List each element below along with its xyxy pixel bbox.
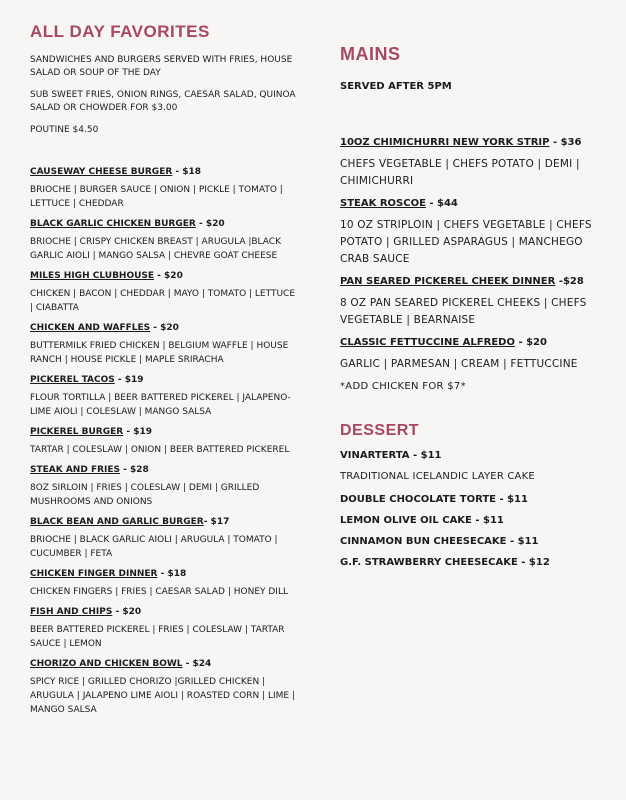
item-price: - $18: [172, 167, 202, 177]
item-title: [30, 569, 300, 579]
menu-item: [30, 569, 300, 599]
main-item: [340, 137, 610, 190]
item-name: STEAK ROSCOE: [340, 198, 426, 209]
item-title: [30, 219, 300, 229]
item-description: FLOUR TORTILLA | BEER BATTERED PICKEREL | JALAPENO-LIME AIOLI | COLESLAW | MANGO SALSA: [30, 393, 291, 417]
item-title: [30, 167, 300, 177]
item-title: [340, 137, 610, 148]
item-name: CLASSIC FETTUCCINE ALFREDO: [340, 337, 515, 348]
item-name: CHICKEN AND WAFFLES: [30, 323, 151, 333]
item-price: - $19: [123, 427, 152, 437]
all-day-column: [30, 0, 300, 725]
menu-item: [30, 659, 300, 717]
main-item: [340, 276, 610, 329]
item-title: [30, 375, 300, 385]
item-price: - $28: [120, 465, 149, 475]
mains-heading: MAINS: [340, 44, 401, 64]
item-price: - $20: [514, 337, 547, 348]
item-description: CHICKEN | BACON | CHEDDAR | MAYO | TOMATO | LETTUCE | CIABATTA: [30, 289, 295, 313]
intro-poutine: POUTINE $4.50: [30, 125, 99, 135]
menu-item: [30, 271, 300, 315]
item-title: [30, 427, 300, 437]
item-name: PICKEREL BURGER: [30, 427, 124, 437]
item-title: [30, 465, 300, 475]
menu-item: [30, 607, 300, 651]
item-description: BRIOCHE | CRISPY CHICKEN BREAST | ARUGULA |BLACK GARLIC AIOLI | MANGO SALSA | CHEVRE GOAT CHEESE: [30, 237, 281, 261]
intro-substitutions: SUB SWEET FRIES, ONION RINGS, CAESAR SALAD, QUINOA SALAD OR CHOWDER FOR $3.00: [30, 90, 296, 113]
item-title: [30, 607, 300, 617]
item-title: [340, 276, 610, 287]
item-name: MILES HIGH CLUBHOUSE: [30, 271, 155, 281]
item-name: BLACK BEAN AND GARLIC BURGER: [30, 517, 204, 527]
item-price: - $19: [114, 375, 144, 385]
item-name: PICKEREL TACOS: [30, 375, 115, 385]
main-item: [340, 337, 610, 373]
item-description: BUTTERMILK FRIED CHICKEN | BELGIUM WAFFLE | HOUSE RANCH | HOUSE PICKLE | MAPLE SRIRACHA: [30, 341, 289, 365]
item-name: CHICKEN FINGER DINNER: [30, 569, 158, 579]
item-name: BLACK GARLIC CHICKEN BURGER: [30, 219, 196, 229]
menu-item: [30, 375, 300, 419]
item-title: [340, 198, 610, 209]
menu-item: [30, 323, 300, 367]
menu-item: [30, 465, 300, 509]
item-name: FISH AND CHIPS: [30, 607, 113, 617]
item-name: CAUSEWAY CHEESE BURGER: [30, 167, 173, 177]
item-price: - $20: [112, 607, 142, 617]
item-price: - $18: [157, 569, 187, 579]
item-description: TARTAR | COLESLAW | ONION | BEER BATTERED PICKEREL: [30, 445, 290, 455]
menu-item: [30, 167, 300, 211]
item-description: CHICKEN FINGERS | FRIES | CAESAR SALAD | HONEY DILL: [30, 587, 288, 597]
item-price: - $17: [203, 517, 230, 527]
item-price: - $20: [154, 271, 183, 281]
dessert-lemon-cake: LEMON OLIVE OIL CAKE - $11: [340, 515, 504, 526]
menu-item: [30, 427, 300, 457]
item-price: -$28: [555, 276, 584, 287]
dessert-heading: DESSERT: [340, 422, 420, 439]
item-title: [30, 659, 300, 669]
item-description: CHEFS VEGETABLE | CHEFS POTATO | DEMI | CHIMICHURRI: [340, 158, 580, 187]
dessert-vinarterta-description: TRADITIONAL ICELANDIC LAYER CAKE: [340, 471, 535, 482]
item-title: [30, 517, 300, 527]
item-title: [340, 337, 610, 348]
item-description: 10 OZ STRIPLOIN | CHEFS VEGETABLE | CHEFS POTATO | GRILLED ASPARAGUS | MANCHEGO CRAB SAUCE: [340, 219, 592, 265]
item-price: - $36: [549, 137, 582, 148]
item-price: - $24: [182, 659, 212, 669]
item-description: 8 OZ PAN SEARED PICKEREL CHEEKS | CHEFS VEGETABLE | BEARNAISE: [340, 297, 587, 326]
item-title: [30, 323, 300, 333]
intro-sides: SANDWICHES AND BURGERS SERVED WITH FRIES, HOUSE SALAD OR SOUP OF THE DAY: [30, 55, 293, 78]
menu-item: [30, 517, 300, 561]
dessert-chocolate-torte: DOUBLE CHOCOLATE TORTE - $11: [340, 494, 528, 505]
served-note: SERVED AFTER 5PM: [340, 81, 452, 92]
item-price: - $20: [195, 219, 225, 229]
item-name: STEAK AND FRIES: [30, 465, 120, 475]
item-description: BRIOCHE | BLACK GARLIC AIOLI | ARUGULA | TOMATO | CUCUMBER | FETA: [30, 535, 278, 559]
add-chicken-note: *ADD CHICKEN FOR $7*: [340, 381, 466, 392]
dessert-strawberry-cheesecake: G.F. STRAWBERRY CHEESECAKE - $12: [340, 557, 550, 568]
item-name: 10OZ CHIMICHURRI NEW YORK STRIP: [340, 137, 550, 148]
item-price: - $44: [425, 198, 458, 209]
item-description: SPICY RICE | GRILLED CHORIZO |GRILLED CHICKEN | ARUGULA | JALAPENO LIME AIOLI | ROASTED CORN | LIME | MANGO SALSA: [30, 677, 295, 715]
dessert-cinnamon-cheesecake: CINNAMON BUN CHEESECAKE - $11: [340, 536, 539, 547]
item-price: - $20: [150, 323, 179, 333]
item-title: [30, 271, 300, 281]
item-description: 8OZ SIRLOIN | FRIES | COLESLAW | DEMI | GRILLED MUSHROOMS AND ONIONS: [30, 483, 260, 507]
menu-item: [30, 219, 300, 263]
item-description: BEER BATTERED PICKEREL | FRIES | COLESLAW | TARTAR SAUCE | LEMON: [30, 625, 285, 649]
main-item: [340, 198, 610, 268]
dessert-vinarterta: VINARTERTA - $11: [340, 450, 442, 461]
item-description: GARLIC | PARMESAN | CREAM | FETTUCCINE: [340, 358, 578, 370]
item-name: PAN SEARED PICKEREL CHEEK DINNER: [340, 276, 556, 287]
item-name: CHORIZO AND CHICKEN BOWL: [30, 659, 183, 669]
all-day-heading: ALL DAY FAVORITES: [30, 22, 210, 41]
mains-column: [340, 0, 610, 578]
item-description: BRIOCHE | BURGER SAUCE | ONION | PICKLE | TOMATO | LETTUCE | CHEDDAR: [30, 185, 283, 209]
